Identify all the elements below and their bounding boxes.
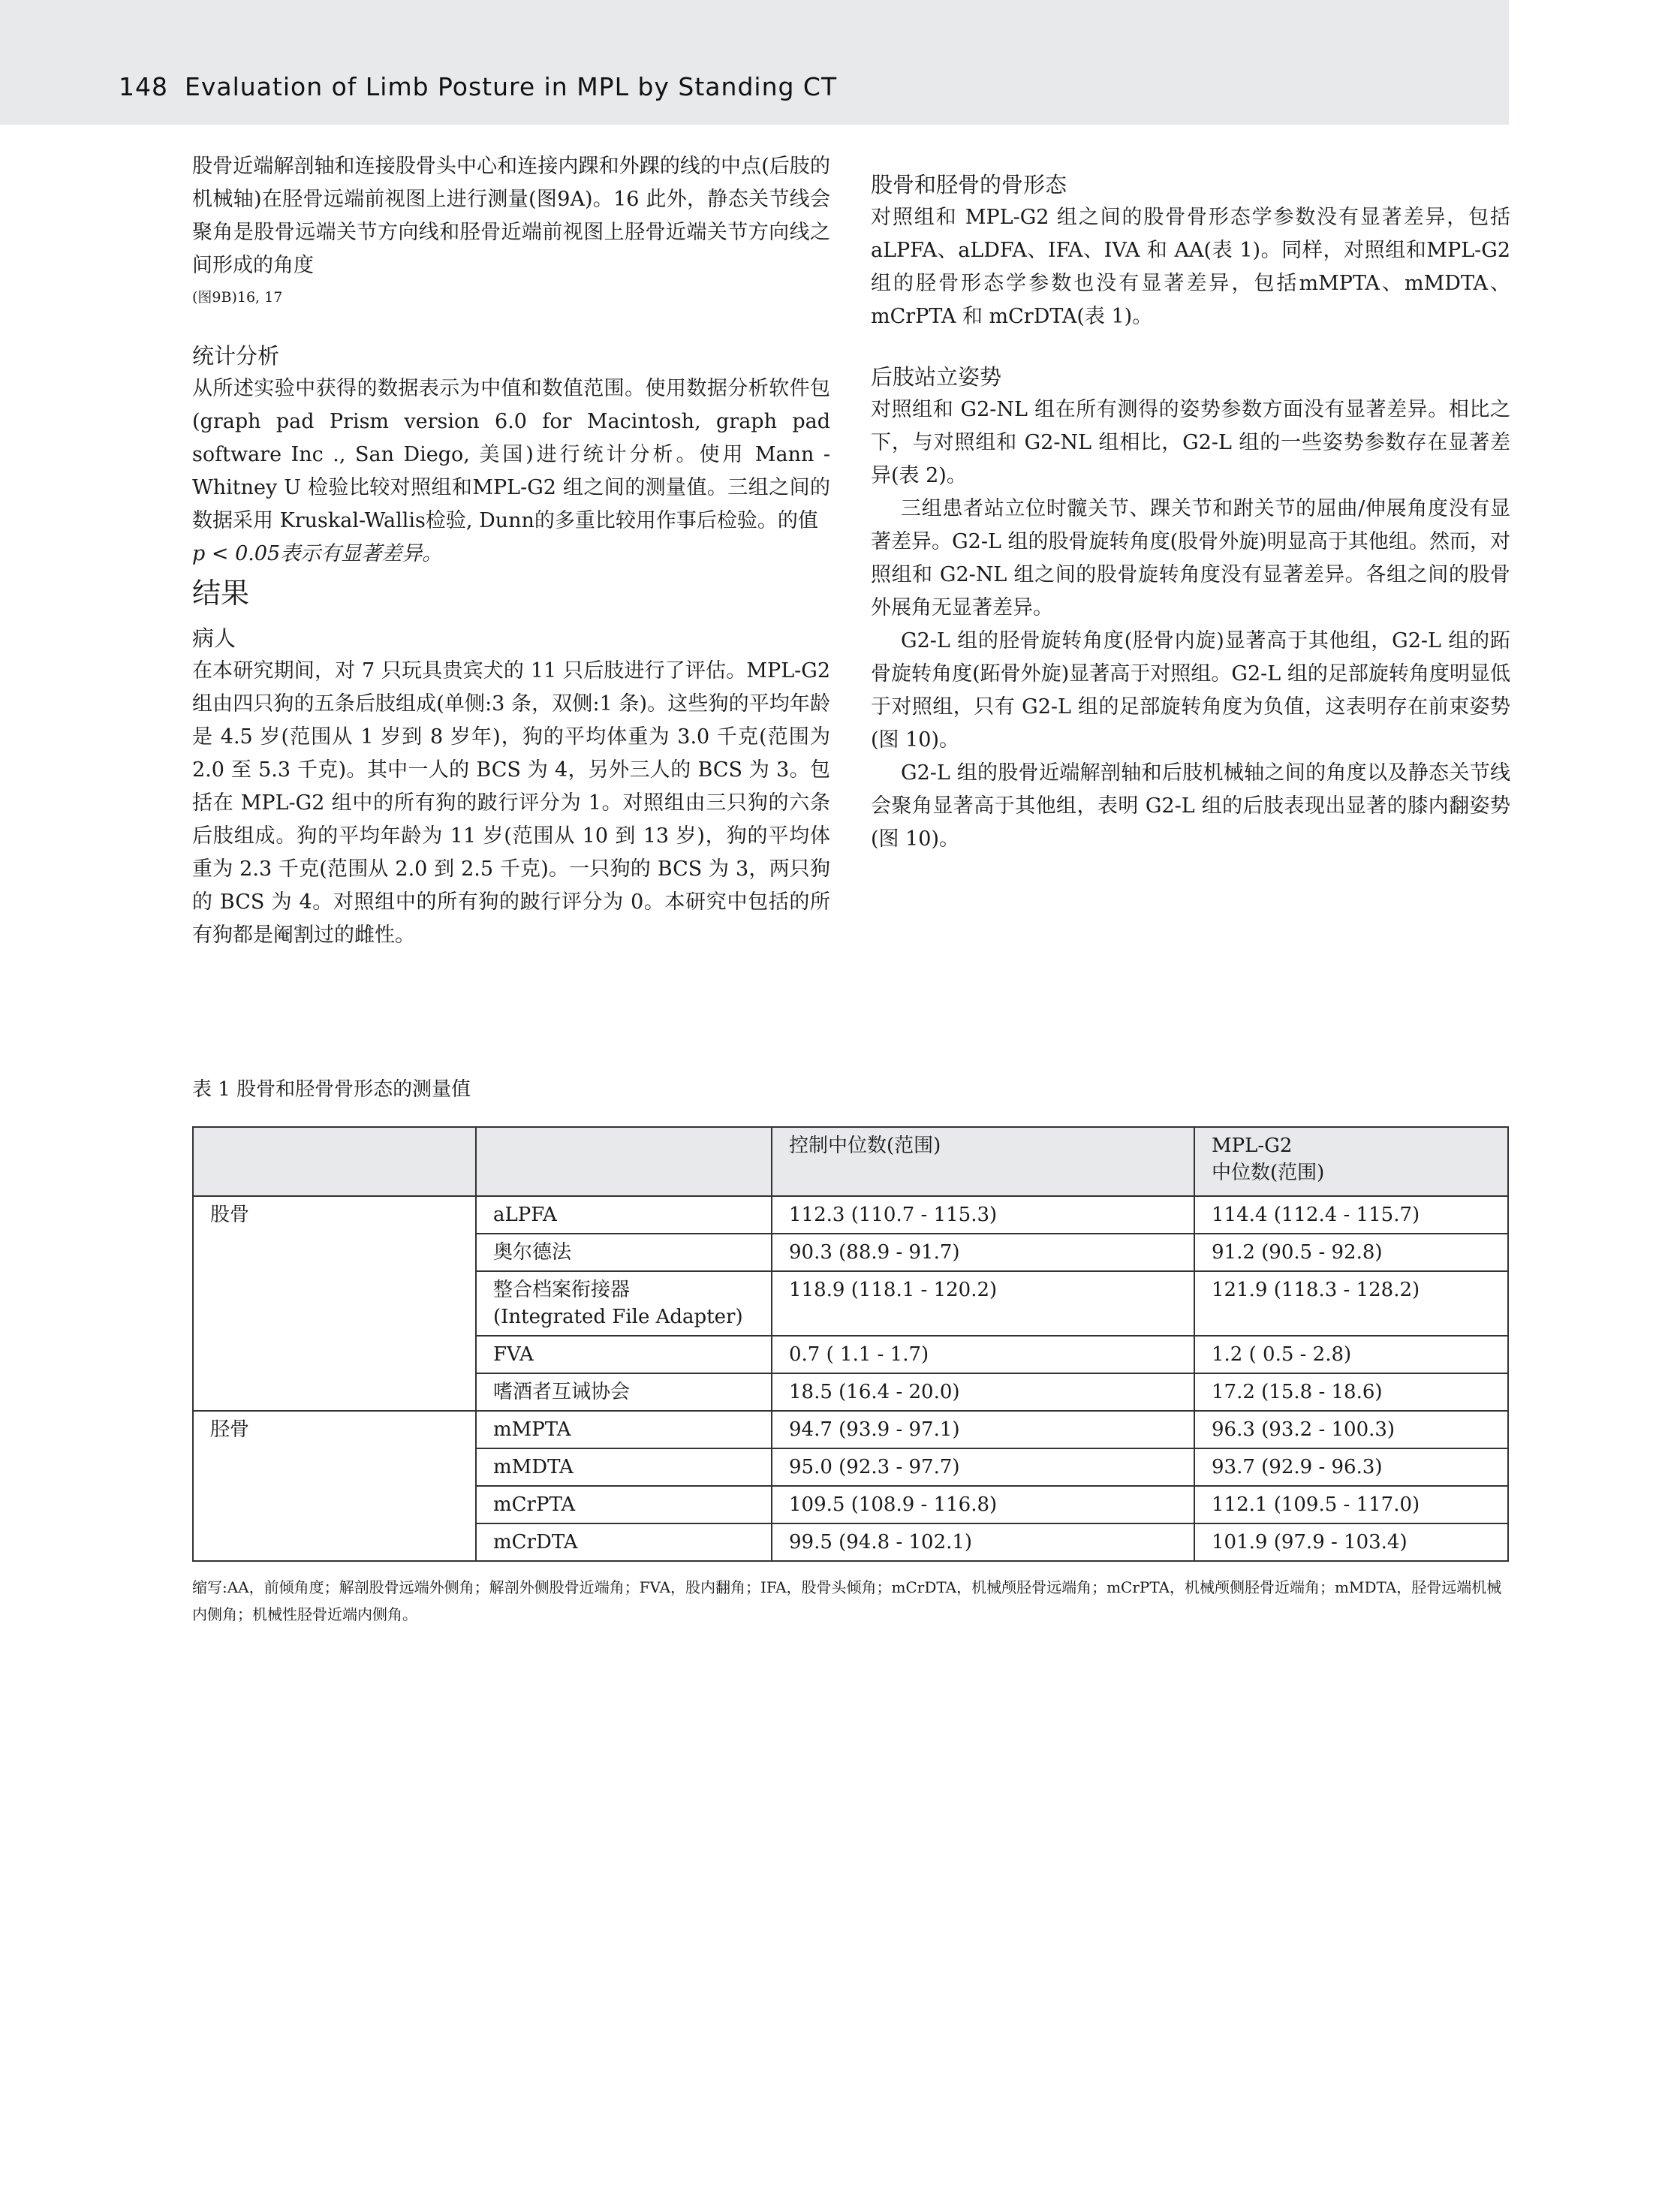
param-label: 整合档案衔接器 <box>493 1279 631 1301</box>
param-cell <box>476 1271 772 1336</box>
table-header-row <box>193 1127 1508 1196</box>
control-cell: 118.9 (118.1 - 120.2) <box>772 1271 1194 1336</box>
posture-paragraph-2: 三组患者站立位时髋关节、踝关节和跗关节的屈曲/伸展角度没有显著差异。G2-L 组的股骨旋转角度(股骨外旋)明显高于其他组。然而，对照组和 G2-NL 组之间的股骨旋转角度没有显著差异。各组之间的股骨外展角无显著差异。 <box>871 497 1510 619</box>
param-cell: FVA <box>476 1336 772 1373</box>
param-cell: mMDTA <box>476 1448 772 1486</box>
header-cell-mpl <box>1194 1127 1508 1196</box>
mpl-cell: 1.2 ( 0.5 - 2.8) <box>1194 1336 1508 1373</box>
left-column <box>192 150 830 952</box>
mpl-cell: 101.9 (97.9 - 103.4) <box>1194 1523 1508 1561</box>
mpl-cell: 114.4 (112.4 - 115.7) <box>1194 1196 1508 1234</box>
morphology-paragraph: 对照组和 MPL-G2 组之间的股骨骨形态学参数没有显著差异，包括 aLPFA、aLDFA、IFA、IVA 和 AA(表 1)。同样，对照组和MPL-G2 组的胫骨形态学参数也没有显著差异，包括mMPTA、mMDTA、mCrPTA 和 mCrDTA(表 1)。 <box>871 206 1510 328</box>
table-caption: 表 1 股骨和胫骨骨形态的测量值 <box>192 1078 471 1101</box>
param-cell: mCrPTA <box>476 1486 772 1523</box>
control-cell: 18.5 (16.4 - 20.0) <box>772 1373 1194 1411</box>
patients-heading: 病人 <box>192 625 236 651</box>
mpl-cell: 93.7 (92.9 - 96.3) <box>1194 1448 1508 1486</box>
group-cell-femur: 股骨 <box>193 1196 476 1411</box>
header-cell-control: 控制中位数(范围) <box>772 1127 1194 1196</box>
param-note: (Integrated File Adapter) <box>493 1306 743 1328</box>
figure-reference: (图9B)16, 17 <box>192 289 283 306</box>
stats-heading: 统计分析 <box>192 343 280 369</box>
significance-statement: p < 0.05表示有显著差异。 <box>192 542 443 565</box>
running-title: Evaluation of Limb Posture in MPL by Standing CT <box>185 72 838 101</box>
right-column <box>871 168 1510 856</box>
posture-paragraph-4: G2-L 组的股骨近端解剖轴和后肢机械轴之间的角度以及静态关节线会聚角显著高于其他组，表明 G2-L 组的后肢表现出显著的膝内翻姿势(图 10)。 <box>871 761 1510 851</box>
table-row <box>193 1411 1508 1448</box>
page-number: 148 <box>119 72 168 101</box>
running-header <box>119 72 837 101</box>
header-cell-group <box>193 1127 476 1196</box>
morphology-heading: 股骨和胫骨的骨形态 <box>871 172 1067 197</box>
table-footnote: 缩写:AA，前倾角度；解剖股骨远端外侧角；解剖外侧股骨近端角；FVA，股内翻角；IFA，股骨头倾角；mCrDTA，机械颅胫骨远端角；mCrPTA，机械颅侧胫骨近端角；mMDTA，胫骨远端机械内侧角；机械性胫骨近端内侧角。 <box>192 1578 1502 1623</box>
posture-paragraph-3: G2-L 组的胫骨旋转角度(胫骨内旋)显著高于其他组，G2-L 组的跖骨旋转角度(跖骨外旋)显著高于对照组。G2-L 组的足部旋转角度明显低于对照组，只有 G2-L 组的足部旋转角度为负值，这表明存在前束姿势(图 10)。 <box>871 629 1510 752</box>
group-cell-tibia: 胫骨 <box>193 1411 476 1561</box>
control-cell: 90.3 (88.9 - 91.7) <box>772 1234 1194 1271</box>
running-header-band <box>0 0 1509 125</box>
posture-paragraph-1: 对照组和 G2-NL 组在所有测得的姿势参数方面没有显著差异。相比之下，与对照组和 G2-NL 组相比，G2-L 组的一些姿势参数存在显著差异(表 2)。 <box>871 398 1510 487</box>
control-cell: 109.5 (108.9 - 116.8) <box>772 1486 1194 1523</box>
mpl-cell: 121.9 (118.3 - 128.2) <box>1194 1271 1508 1336</box>
stats-paragraph: 从所述实验中获得的数据表示为中值和数值范围。使用数据分析软件包(graph pad Prism version 6.0 for Macintosh, graph pad software Inc ., San Diego, 美国)进行统计分析。使用 Mann - Whitney U 检验比较对照组和MPL-G2 组之间的测量值。三组之间的数据采用 Kruskal-Wallis检验, Dunn的多重比较用作事后检验。的值 <box>192 377 830 532</box>
control-cell: 99.5 (94.8 - 102.1) <box>772 1523 1194 1561</box>
control-cell: 112.3 (110.7 - 115.3) <box>772 1196 1194 1234</box>
control-cell: 94.7 (93.9 - 97.1) <box>772 1411 1194 1448</box>
param-cell: mCrDTA <box>476 1523 772 1561</box>
param-cell: 奥尔德法 <box>476 1234 772 1271</box>
results-heading: 结果 <box>192 577 250 610</box>
posture-heading: 后肢站立姿势 <box>871 364 1002 390</box>
morphology-table <box>192 1126 1509 1562</box>
control-cell: 0.7 ( 1.1 - 1.7) <box>772 1336 1194 1373</box>
header-mpl-line2: 中位数(范围) <box>1212 1162 1325 1184</box>
mpl-cell: 91.2 (90.5 - 92.8) <box>1194 1234 1508 1271</box>
header-cell-parameter <box>476 1127 772 1196</box>
table-row <box>193 1196 1508 1234</box>
patients-paragraph: 在本研究期间，对 7 只玩具贵宾犬的 11 只后肢进行了评估。MPL-G2 组由四只狗的五条后肢组成(单侧:3 条，双侧:1 条)。这些狗的平均年龄是 4.5 岁(范围从 1 岁到 8 岁年)，狗的平均体重为 3.0 千克(范围为 2.0 至 5.3 千克)。其中一人的 BCS 为 4，另外三人的 BCS 为 3。包括在 MPL-G2 组中的所有狗的跛行评分为 1。对照组由三只狗的六条后肢组成。狗的平均年龄为 11 岁(范围从 10 到 13 岁)，狗的平均体重为 2.3 千克(范围从 2.0 到 2.5 千克)。一只狗的 BCS 为 3，两只狗的 BCS 为 4。对照组中的所有狗的跛行评分为 0。本研究中包括的所有狗都是阉割过的雌性。 <box>192 659 830 947</box>
mpl-cell: 17.2 (15.8 - 18.6) <box>1194 1373 1508 1411</box>
param-cell: aLPFA <box>476 1196 772 1234</box>
mpl-cell: 112.1 (109.5 - 117.0) <box>1194 1486 1508 1523</box>
header-mpl-line1: MPL-G2 <box>1212 1135 1293 1157</box>
control-cell: 95.0 (92.3 - 97.7) <box>772 1448 1194 1486</box>
param-cell: mMPTA <box>476 1411 772 1448</box>
mpl-cell: 96.3 (93.2 - 100.3) <box>1194 1411 1508 1448</box>
methods-paragraph: 股骨近端解剖轴和连接股骨头中心和连接内踝和外踝的线的中点(后肢的机械轴)在胫骨远端前视图上进行测量(图9A)。16 此外，静态关节线会聚角是股骨远端关节方向线和胫骨近端前视图上胫骨近端关节方向线之间形成的角度 <box>192 155 830 277</box>
param-cell: 嗜酒者互诫协会 <box>476 1373 772 1411</box>
